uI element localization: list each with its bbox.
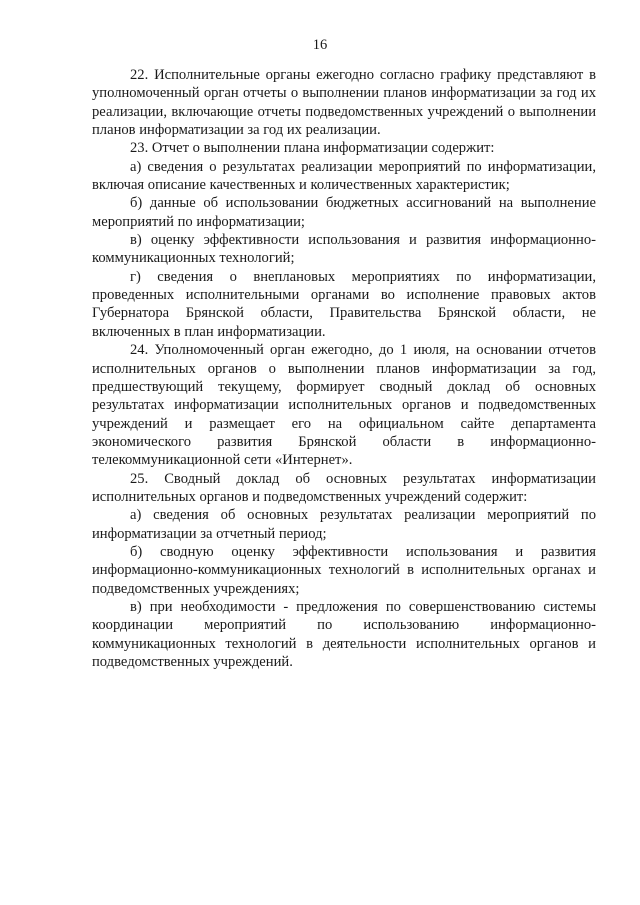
paragraph-23-v: в) оценку эффективности использования и развития информационно-коммуникационных технологий; (92, 232, 596, 267)
paragraph-25-b: б) сводную оценку эффективности использования и развития информационно-коммуникационных технологий в исполнительных органах и подведомственных учреждениях; (92, 543, 596, 597)
paragraph-25-v: в) при необходимости - предложения по совершенствованию системы координации мероприятий по использованию информационно-коммуникационных технологий в деятельности исполнительных органов и подведомственных учреждений. (92, 598, 596, 670)
paragraph-23-a: а) сведения о результатах реализации мероприятий по информатизации, включая описание качественных и количественных характеристик; (92, 158, 596, 194)
paragraph-24: 24. Уполномоченный орган ежегодно, до 1 июля, на основании отчетов исполнительных органов о выполнении планов информатизации за год, предшествующий текущему, формирует сводный доклад об основных результатах информатизации исполнительных органов и подведомственных учреждений и размещает его на официальном сайте департамента экономического развития Брянской области в информационно-телекоммуникационной сети «Интернет». (92, 342, 596, 469)
document-body (92, 66, 596, 671)
paragraph-22: 22. Исполнительные органы ежегодно согласно графику представляют в уполномоченный орган отчеты о выполнении планов информатизации за год их реализации, включающие отчеты подведомственных учреждений о выполнении планов информатизации за год их реализации. (92, 67, 596, 139)
page-number: 16 (312, 37, 328, 53)
paragraph-25: 25. Сводный доклад об основных результатах информатизации исполнительных органов и подведомственных учреждений содержит: (92, 470, 596, 505)
paragraph-25-a: а) сведения об основных результатах реализации мероприятий по информатизации за отчетный период; (92, 507, 596, 542)
paragraph-23-b: б) данные об использовании бюджетных ассигнований на выполнение мероприятий по информатизации; (92, 195, 596, 230)
paragraph-23-g: г) сведения о внеплановых мероприятиях по информатизации, проведенных исполнительными органами во исполнение правовых актов Губернатора Брянской области, Правительства Брянской области, не включенных в план информатизации. (92, 268, 596, 340)
paragraph-23: 23. Отчет о выполнении плана информатизации содержит: (130, 140, 495, 157)
